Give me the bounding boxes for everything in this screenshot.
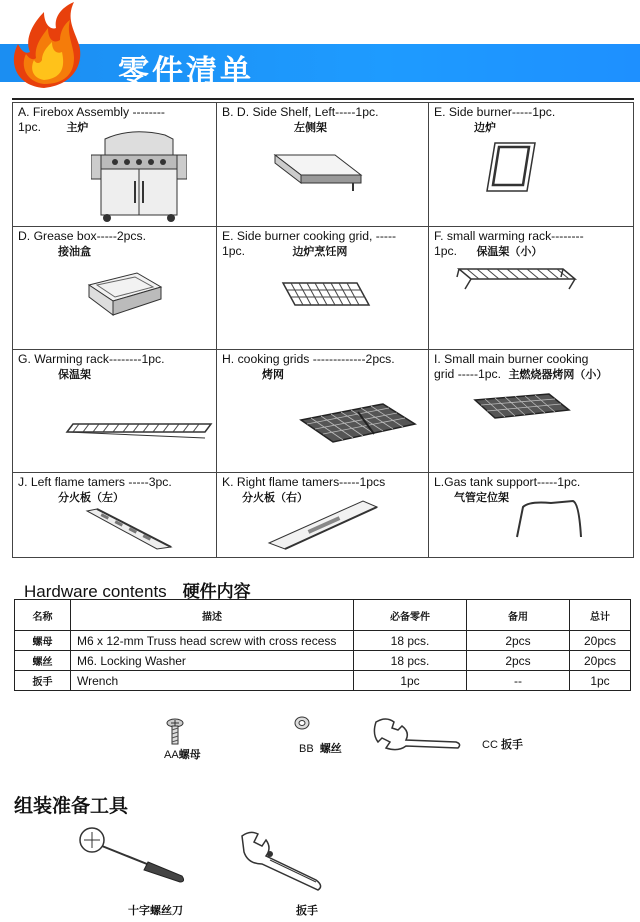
right-flame-tamer-icon <box>267 499 379 551</box>
table-cell: M6. Locking Washer <box>71 651 354 671</box>
part-name: Right flame tamers-----1pcs <box>236 475 386 489</box>
table-cell: -- <box>467 671 570 691</box>
screw-icon <box>166 718 184 746</box>
part-name: cooking grids -------------2pcs. <box>237 352 395 366</box>
page-header <box>0 0 640 90</box>
table-cell: 18 pcs. <box>354 651 467 671</box>
table-cell: 20pcs <box>570 631 631 651</box>
table-cell: 1pc <box>354 671 467 691</box>
part-qty: grid -----1pc. <box>434 367 502 381</box>
part-cn-name: 保温架（小） <box>476 245 543 258</box>
table-cell: 2pcs <box>467 651 570 671</box>
parts-list <box>12 102 634 558</box>
table-row <box>15 631 631 651</box>
side-shelf-icon <box>273 153 365 193</box>
part-letter: G. <box>18 352 31 366</box>
part-letter: A. <box>18 105 30 119</box>
part-cn-name: 气管定位架 <box>454 491 509 504</box>
part-name: Warming rack--------1pc. <box>34 352 165 366</box>
part-name: small warming rack-------- <box>446 229 584 243</box>
tools-title: 组装准备工具 <box>14 795 129 817</box>
part-qty: 1pc. <box>18 120 42 134</box>
table-header-row <box>15 600 631 631</box>
table-cell: 18 pcs. <box>354 631 467 651</box>
small-burner-grid-icon <box>473 392 571 422</box>
part-name: Small main burner cooking <box>444 352 589 366</box>
icon-code: BB <box>299 743 314 755</box>
tool-label-wrench <box>296 902 318 918</box>
part-letter: K. <box>222 475 234 489</box>
table-cell: 扳手 <box>15 671 71 691</box>
part-cell <box>217 473 429 557</box>
washer-icon <box>294 716 310 730</box>
part-letter: I. <box>434 352 441 366</box>
small-warming-rack-icon <box>455 265 579 291</box>
part-cell <box>429 350 633 473</box>
part-letter: F. <box>434 229 444 243</box>
part-cell <box>429 227 633 350</box>
part-letter: H. <box>222 352 235 366</box>
divider <box>12 98 634 100</box>
part-cell <box>13 350 217 473</box>
table-cell: 20pcs <box>570 651 631 671</box>
firebox-assembly-icon <box>91 125 187 223</box>
part-letter: B. <box>222 105 234 119</box>
gas-tank-support-icon <box>515 499 585 541</box>
part-cn-name: 分火板（左） <box>58 491 124 504</box>
icon-code: AA <box>164 749 179 761</box>
part-cell <box>13 473 217 557</box>
part-cn-name: 左侧架 <box>294 121 327 134</box>
screwdriver-icon <box>78 826 188 886</box>
table-cell: Wrench <box>71 671 354 691</box>
part-cn-name: 接油盒 <box>58 245 91 258</box>
part-cell <box>217 227 429 350</box>
table-cell: M6 x 12-mm Truss head screw with cross recess <box>71 631 354 651</box>
cooking-grids-icon <box>299 402 417 448</box>
tool-label-screwdriver <box>128 902 183 918</box>
part-cn-name: 烤网 <box>262 368 284 381</box>
flame-logo-icon <box>4 0 90 90</box>
column-header: 描述 <box>71 600 354 631</box>
icon-cn: 螺丝 <box>319 742 342 755</box>
hardware-title-cn: 硬件内容 <box>182 582 251 602</box>
part-cn-name: 分火板（右） <box>242 491 308 504</box>
icon-label-aa <box>164 746 201 762</box>
tool-cn: 十字螺丝刀 <box>128 904 183 917</box>
table-cell: 螺丝 <box>15 651 71 671</box>
grease-box-icon <box>87 271 163 317</box>
part-cell <box>217 350 429 473</box>
table-cell: 2pcs <box>467 631 570 651</box>
table-cell: 1pc <box>570 671 631 691</box>
part-cell <box>429 473 633 557</box>
part-cell <box>429 103 633 227</box>
table-cell: 螺母 <box>15 631 71 651</box>
table-row <box>15 671 631 691</box>
part-name: D. Side Shelf, Left-----1pc. <box>233 105 379 119</box>
column-header: 总计 <box>570 600 631 631</box>
page-title: 零件清单 <box>118 54 254 90</box>
part-letter: L. <box>434 475 445 489</box>
part-cn-name: 边炉烹饪网 <box>292 245 348 258</box>
icon-label-bb <box>299 740 342 756</box>
part-name: Gas tank support-----1pc. <box>444 475 581 489</box>
part-cn-name: 边炉 <box>474 121 496 134</box>
warming-rack-icon <box>65 422 213 440</box>
tool-cn: 扳手 <box>296 904 318 917</box>
part-name: Firebox Assembly -------- <box>32 105 165 119</box>
part-cn-name: 主炉 <box>66 121 89 134</box>
part-letter: D. <box>18 229 31 243</box>
icon-cn: 扳手 <box>500 738 523 751</box>
wrench-icon <box>372 716 464 752</box>
table-row <box>15 651 631 671</box>
part-name: Side burner cooking grid, ----- <box>236 229 397 243</box>
part-qty: 1pc. <box>434 244 458 258</box>
column-header: 必备零件 <box>354 600 467 631</box>
side-burner-icon <box>485 141 537 193</box>
column-header: 名称 <box>15 600 71 631</box>
part-name: Grease box-----2pcs. <box>33 229 147 243</box>
side-burner-grid-icon <box>281 277 371 311</box>
icon-code: CC <box>482 739 498 751</box>
title-banner <box>0 44 640 82</box>
part-letter: E. <box>222 229 234 243</box>
part-letter: E. <box>434 105 446 119</box>
part-cell <box>217 103 429 227</box>
part-cell <box>13 103 217 227</box>
hardware-table <box>14 599 631 691</box>
part-qty: 1pc. <box>222 244 246 258</box>
adjustable-wrench-icon <box>236 830 326 892</box>
part-name: Left flame tamers -----3pc. <box>30 475 172 489</box>
icon-cn: 螺母 <box>178 748 201 761</box>
part-cn-name: 主燃烧器烤网（小） <box>508 368 608 381</box>
part-cell <box>13 227 217 350</box>
icon-label-cc <box>482 736 523 752</box>
left-flame-tamer-icon <box>85 507 173 551</box>
part-name: Side burner-----1pc. <box>448 105 556 119</box>
column-header: 备用 <box>467 600 570 631</box>
part-cn-name: 保温架 <box>58 368 91 381</box>
hardware-title-en: Hardware contents <box>24 582 167 601</box>
part-letter: J. <box>18 475 28 489</box>
